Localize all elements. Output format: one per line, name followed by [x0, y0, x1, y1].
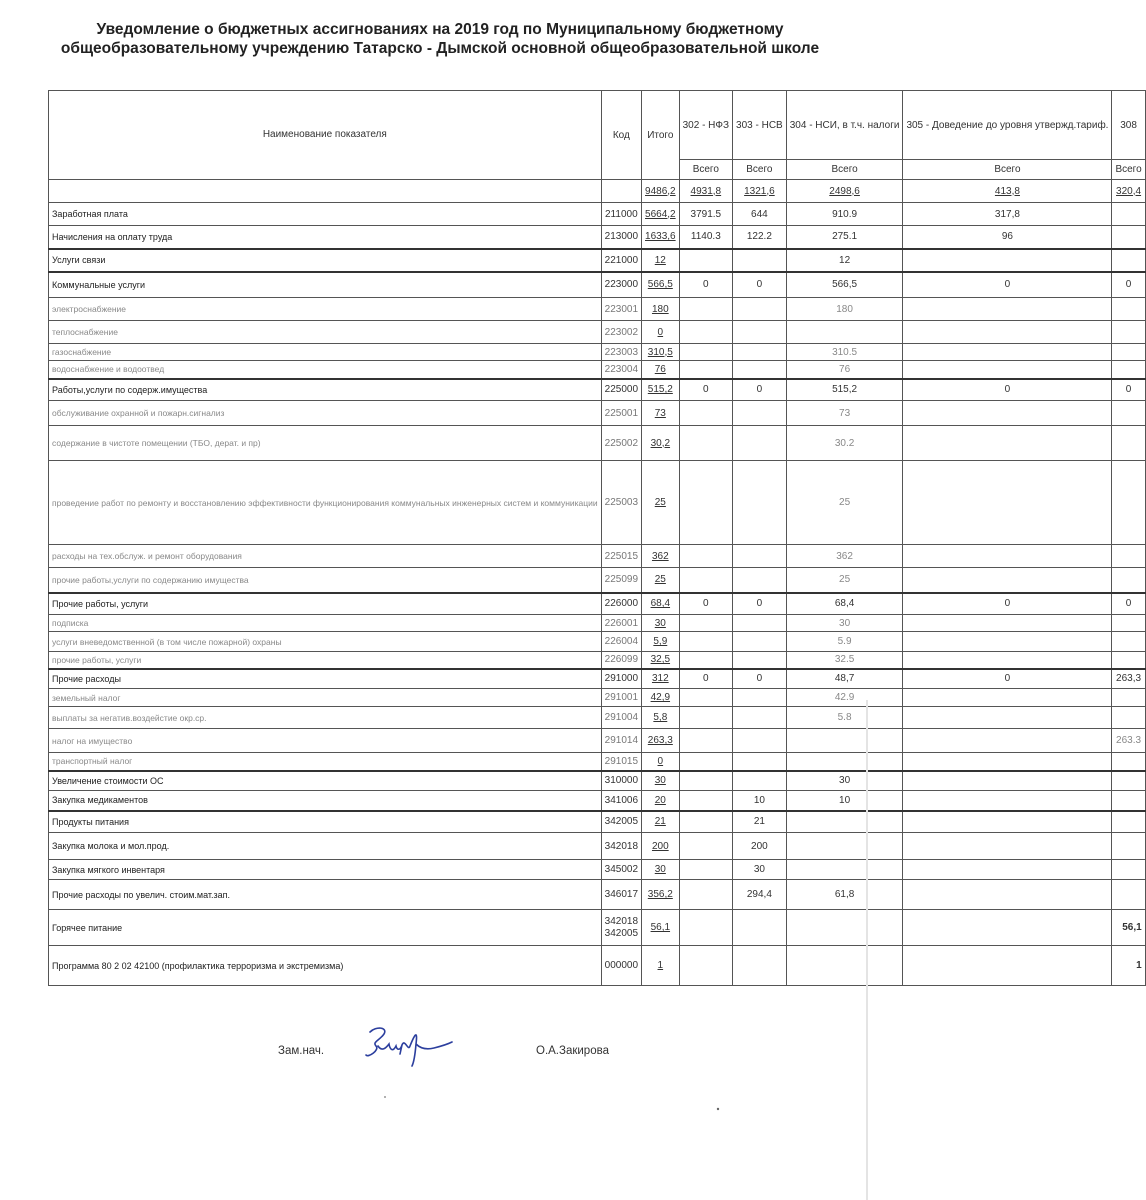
row-total: 12	[642, 249, 680, 272]
row-col-304: 68,4	[786, 593, 903, 615]
row-col-308: 56,1	[1112, 910, 1145, 946]
row-total: 5664,2	[642, 203, 680, 226]
signer-position: Зам.нач.	[278, 1045, 325, 1057]
row-code: 291000	[601, 669, 641, 689]
row-col-305	[903, 344, 1112, 361]
row-code: 211000	[601, 203, 641, 226]
totals-304: 2498,6	[786, 180, 903, 203]
row-col-304: 30	[786, 771, 903, 791]
row-col-305: 0	[903, 272, 1112, 298]
row-total: 20	[642, 791, 680, 811]
row-col-303: 0	[733, 669, 787, 689]
row-col-305: 0	[903, 593, 1112, 615]
header-308: 308	[1112, 91, 1145, 160]
row-col-308	[1112, 771, 1145, 791]
row-name: земельный налог	[49, 689, 602, 707]
row-col-304: 61,8	[786, 880, 903, 910]
row-col-304: 30	[786, 615, 903, 632]
row-total: 566,5	[642, 272, 680, 298]
row-code: 223002	[601, 321, 641, 344]
row-col-308: 0	[1112, 379, 1145, 401]
row-col-304: 10	[786, 791, 903, 811]
row-col-304: 76	[786, 361, 903, 379]
row-code: 221000	[601, 249, 641, 272]
row-name: теплоснабжение	[49, 321, 602, 344]
row-code: 291001	[601, 689, 641, 707]
row-col-305	[903, 833, 1112, 860]
row-name: обслуживание охранной и пожарн.сигнализ	[49, 401, 602, 426]
row-name: прочие работы, услуги	[49, 652, 602, 669]
row-col-305	[903, 321, 1112, 344]
header-304: 304 - НСИ, в т.ч. налоги	[786, 91, 903, 160]
row-total: 30	[642, 860, 680, 880]
row-name: Увеличение стоимости ОС	[49, 771, 602, 791]
row-col-304: 362	[786, 545, 903, 568]
row-code: 225001	[601, 401, 641, 426]
row-total: 180	[642, 298, 680, 321]
row-total: 21	[642, 811, 680, 833]
row-col-308	[1112, 321, 1145, 344]
row-col-302: 0	[679, 272, 732, 298]
row-name: прочие работы,услуги по содержанию имущества	[49, 568, 602, 593]
row-total: 312	[642, 669, 680, 689]
row-name: Закупка молока и мол.прод.	[49, 833, 602, 860]
row-code: 226099	[601, 652, 641, 669]
row-col-304: 32.5	[786, 652, 903, 669]
row-name: выплаты за негатив.воздейстие окр.ср.	[49, 707, 602, 729]
row-col-304: 5.8	[786, 707, 903, 729]
row-total: 68,4	[642, 593, 680, 615]
row-name: газоснабжение	[49, 344, 602, 361]
row-code: 225002	[601, 426, 641, 461]
row-col-305: 0	[903, 379, 1112, 401]
row-name: электроснабжение	[49, 298, 602, 321]
row-col-305	[903, 298, 1112, 321]
row-name: Закупка мягкого инвентаря	[49, 860, 602, 880]
row-col-308	[1112, 203, 1145, 226]
row-code: 225003	[601, 461, 641, 545]
row-total: 56,1	[642, 910, 680, 946]
totals-302: 4931,8	[679, 180, 732, 203]
row-col-304: 42.9	[786, 689, 903, 707]
row-col-305	[903, 729, 1112, 753]
row-name: Закупка медикаментов	[49, 791, 602, 811]
subheader-304: Всего	[786, 160, 903, 180]
row-col-305	[903, 707, 1112, 729]
row-col-308: 0	[1112, 272, 1145, 298]
row-code: 291014	[601, 729, 641, 753]
row-name: Заработная плата	[49, 203, 602, 226]
row-col-308	[1112, 545, 1145, 568]
row-col-305	[903, 880, 1112, 910]
signer-name: О.А.Закирова	[536, 1045, 609, 1057]
row-name: транспортный налог	[49, 753, 602, 771]
row-total: 310,5	[642, 344, 680, 361]
row-total: 0	[642, 753, 680, 771]
row-col-305	[903, 401, 1112, 426]
row-col-303: 644	[733, 203, 787, 226]
header-305: 305 - Доведение до уровня утвержд.тариф.	[903, 91, 1112, 160]
row-code: 291004	[601, 707, 641, 729]
row-col-305	[903, 910, 1112, 946]
row-col-308	[1112, 461, 1145, 545]
row-name: Прочие расходы по увелич. стоим.мат.зап.	[49, 880, 602, 910]
row-code: 225000	[601, 379, 641, 401]
row-code: 223000	[601, 272, 641, 298]
row-col-305: 317,8	[903, 203, 1112, 226]
row-name: водоснабжение и водоотвед	[49, 361, 602, 379]
totals-total: 9486,2	[642, 180, 680, 203]
row-name: Коммунальные услуги	[49, 272, 602, 298]
row-col-303: 30	[733, 860, 787, 880]
row-col-302: 1140.3	[679, 226, 732, 249]
row-name: Прочие расходы	[49, 669, 602, 689]
row-col-305	[903, 946, 1112, 986]
row-total: 30,2	[642, 426, 680, 461]
row-name: Начисления на оплату труда	[49, 226, 602, 249]
row-total: 5,9	[642, 632, 680, 652]
row-code: 341006	[601, 791, 641, 811]
row-col-308	[1112, 707, 1145, 729]
row-col-304: 73	[786, 401, 903, 426]
row-name: Продукты питания	[49, 811, 602, 833]
row-col-305	[903, 361, 1112, 379]
row-col-305	[903, 689, 1112, 707]
row-col-305	[903, 771, 1112, 791]
row-code: 226000	[601, 593, 641, 615]
document-title: Уведомление о бюджетных ассигнованиях на 2019 год по Муниципальному бюджетному общеобразовательному учреждению Татарско - Дымской основной общеобразовательной школе	[60, 21, 820, 57]
row-code: 226004	[601, 632, 641, 652]
row-total: 30	[642, 615, 680, 632]
row-col-305	[903, 860, 1112, 880]
row-code: 223003	[601, 344, 641, 361]
row-name: проведение работ по ремонту и восстановлению эффективности функционирования коммунальных инженерных систем и коммуникации	[49, 461, 602, 545]
row-code: 223004	[601, 361, 641, 379]
row-col-302: 3791.5	[679, 203, 732, 226]
row-code: 225099	[601, 568, 641, 593]
row-col-308	[1112, 652, 1145, 669]
row-col-304: 5.9	[786, 632, 903, 652]
row-total: 42,9	[642, 689, 680, 707]
row-name: Горячее питание	[49, 910, 602, 946]
row-col-308	[1112, 689, 1145, 707]
row-total: 200	[642, 833, 680, 860]
row-col-303: 0	[733, 593, 787, 615]
row-total: 32,5	[642, 652, 680, 669]
row-code: 223001	[601, 298, 641, 321]
row-code: 345002	[601, 860, 641, 880]
subheader-305: Всего	[903, 160, 1112, 180]
row-col-304: 515,2	[786, 379, 903, 401]
row-name: содержание в чистоте помещении (ТБО, дерат. и пр)	[49, 426, 602, 461]
row-col-308	[1112, 426, 1145, 461]
row-code: 342005	[601, 811, 641, 833]
row-col-308	[1112, 401, 1145, 426]
row-col-303: 294,4	[733, 880, 787, 910]
row-name: Программа 80 2 02 42100 (профилактика терроризма и экстремизма)	[49, 946, 602, 986]
header-name: Наименование показателя	[49, 91, 602, 180]
row-total: 1	[642, 946, 680, 986]
header-303: 303 - НСВ	[733, 91, 787, 160]
row-col-308: 0	[1112, 593, 1145, 615]
row-col-304: 30.2	[786, 426, 903, 461]
totals-303: 1321,6	[733, 180, 787, 203]
row-col-303: 0	[733, 272, 787, 298]
row-total: 5,8	[642, 707, 680, 729]
row-total: 356,2	[642, 880, 680, 910]
row-col-304: 275.1	[786, 226, 903, 249]
row-col-308	[1112, 226, 1145, 249]
header-total: Итого	[642, 91, 680, 180]
row-name: расходы на тех.обслуж. и ремонт оборудования	[49, 545, 602, 568]
row-total: 0	[642, 321, 680, 344]
totals-305: 413,8	[903, 180, 1112, 203]
subheader-302: Всего	[679, 160, 732, 180]
row-total: 362	[642, 545, 680, 568]
row-code: 342018 342005	[601, 910, 641, 946]
row-total: 263,3	[642, 729, 680, 753]
row-name: подписка	[49, 615, 602, 632]
row-col-308: 1	[1112, 946, 1145, 986]
row-code: 310000	[601, 771, 641, 791]
row-total: 1633,6	[642, 226, 680, 249]
row-col-308	[1112, 632, 1145, 652]
row-col-304: 566,5	[786, 272, 903, 298]
row-col-303: 0	[733, 379, 787, 401]
row-col-308	[1112, 344, 1145, 361]
row-col-304: 180	[786, 298, 903, 321]
row-col-302: 0	[679, 593, 732, 615]
row-col-305	[903, 568, 1112, 593]
row-col-308	[1112, 615, 1145, 632]
row-name: услуги вневедомственной (в том числе пожарной) охраны	[49, 632, 602, 652]
row-col-308	[1112, 880, 1145, 910]
row-name: Работы,услуги по содерж.имущества	[49, 379, 602, 401]
row-col-305: 0	[903, 669, 1112, 689]
row-name: налог на имущество	[49, 729, 602, 753]
row-col-305	[903, 249, 1112, 272]
row-col-305	[903, 753, 1112, 771]
row-code: 213000	[601, 226, 641, 249]
row-total: 25	[642, 568, 680, 593]
row-col-308	[1112, 860, 1145, 880]
row-col-308: 263.3	[1112, 729, 1145, 753]
row-total: 515,2	[642, 379, 680, 401]
row-col-304: 48,7	[786, 669, 903, 689]
row-col-303: 122.2	[733, 226, 787, 249]
subheader-303: Всего	[733, 160, 787, 180]
row-col-308	[1112, 298, 1145, 321]
row-code: 000000	[601, 946, 641, 986]
row-col-302: 0	[679, 379, 732, 401]
row-col-305	[903, 632, 1112, 652]
row-col-303: 200	[733, 833, 787, 860]
row-col-303: 21	[733, 811, 787, 833]
row-total: 30	[642, 771, 680, 791]
row-code: 346017	[601, 880, 641, 910]
row-col-303: 10	[733, 791, 787, 811]
row-col-305	[903, 615, 1112, 632]
row-code: 226001	[601, 615, 641, 632]
row-col-304: 25	[786, 461, 903, 545]
subheader-308: Всего	[1112, 160, 1145, 180]
row-total: 76	[642, 361, 680, 379]
row-col-308	[1112, 568, 1145, 593]
row-col-305	[903, 791, 1112, 811]
row-code: 291015	[601, 753, 641, 771]
row-col-302: 0	[679, 669, 732, 689]
row-col-304: 25	[786, 568, 903, 593]
header-302: 302 - НФЗ	[679, 91, 732, 160]
row-total: 25	[642, 461, 680, 545]
row-name: Прочие работы, услуги	[49, 593, 602, 615]
row-col-305	[903, 461, 1112, 545]
row-col-308: 263,3	[1112, 669, 1145, 689]
row-col-305	[903, 652, 1112, 669]
row-total: 73	[642, 401, 680, 426]
row-col-308	[1112, 249, 1145, 272]
row-col-308	[1112, 753, 1145, 771]
row-col-305	[903, 811, 1112, 833]
row-name: Услуги связи	[49, 249, 602, 272]
totals-308: 320,4	[1112, 180, 1145, 203]
row-col-308	[1112, 791, 1145, 811]
row-col-305: 96	[903, 226, 1112, 249]
row-code: 342018	[601, 833, 641, 860]
row-code: 225015	[601, 545, 641, 568]
row-col-308	[1112, 833, 1145, 860]
header-code: Код	[601, 91, 641, 180]
row-col-308	[1112, 361, 1145, 379]
row-col-305	[903, 426, 1112, 461]
row-col-308	[1112, 811, 1145, 833]
row-col-304: 910.9	[786, 203, 903, 226]
row-col-304: 12	[786, 249, 903, 272]
row-col-305	[903, 545, 1112, 568]
row-col-304: 310.5	[786, 344, 903, 361]
